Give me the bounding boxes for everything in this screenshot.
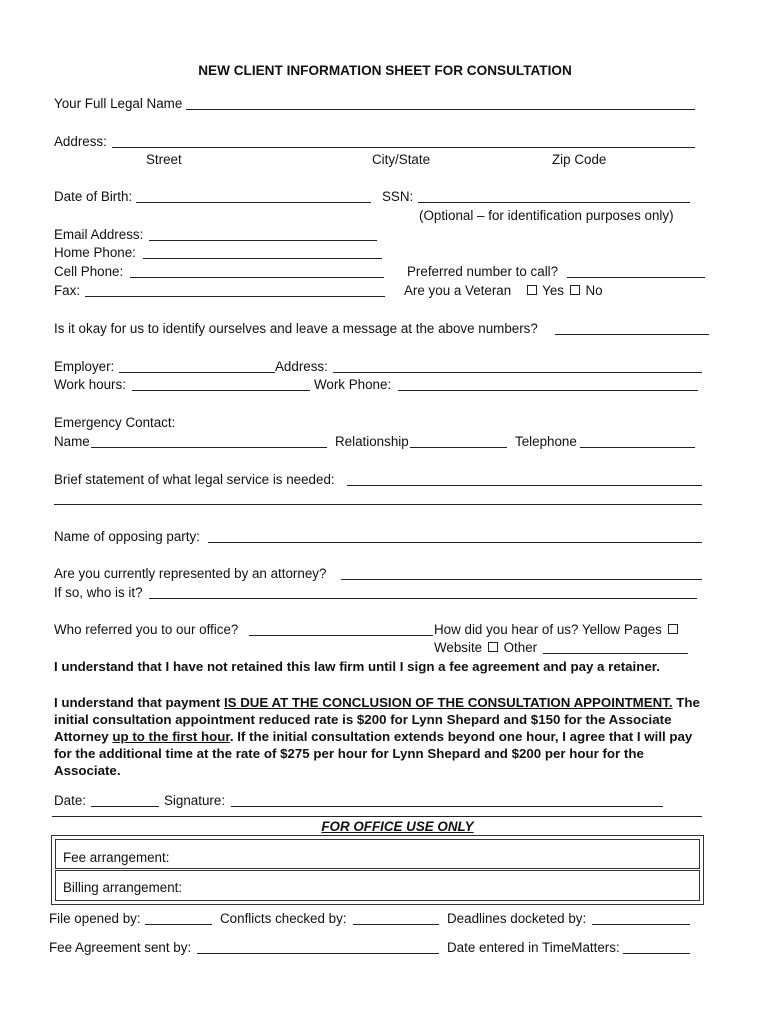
ssn-label: SSN: — [382, 189, 414, 204]
ssn-field[interactable] — [418, 202, 690, 203]
fax-label: Fax: — [54, 283, 81, 298]
work-hours-label: Work hours: — [54, 377, 126, 392]
veteran-label: Are you a Veteran — [404, 283, 512, 298]
dob-label: Date of Birth: — [54, 189, 133, 204]
billing-arrangement-row[interactable] — [55, 870, 700, 901]
street-caption: Street — [146, 152, 182, 167]
telephone-field[interactable] — [580, 447, 695, 448]
conflicts-checked-field[interactable] — [353, 924, 439, 925]
heard-of-us — [434, 622, 680, 638]
city-state-caption: City/State — [372, 152, 431, 167]
legal-service-field[interactable] — [347, 485, 702, 486]
payment-text-2: The initial consultation appointment reduced rate is $200 for Lynn Shepard and $150 for the Associate Attorney — [54, 695, 700, 744]
cell-phone-field[interactable] — [130, 277, 384, 278]
home-phone-field[interactable] — [143, 258, 382, 259]
full-name-field[interactable] — [186, 109, 695, 110]
payment-statement — [54, 694, 706, 779]
payment-text-3: . If the initial consultation extends beyond one hour, I agree that I will pay for the additional time at the rate of $275 per hour for Lynn Shepard and $200 per hour for the Associate. — [54, 729, 693, 778]
message-ok-field[interactable] — [555, 334, 709, 335]
page-title: NEW CLIENT INFORMATION SHEET FOR CONSULTATION — [198, 63, 572, 78]
employer-field[interactable] — [119, 372, 275, 373]
website-other — [434, 640, 537, 656]
other-label: Other — [503, 640, 538, 655]
yellow-pages-checkbox[interactable] — [668, 624, 678, 634]
fee-agreement-sent-label: Fee Agreement sent by: — [49, 940, 192, 955]
signature-field[interactable] — [231, 806, 663, 807]
heard-of-us-label: How did you hear of us? Yellow Pages — [434, 622, 662, 637]
date-entered-label: Date entered in TimeMatters: — [447, 940, 620, 955]
veteran-yes-label: Yes — [542, 283, 565, 298]
employer-address-field[interactable] — [333, 372, 702, 373]
address-field[interactable] — [112, 147, 695, 148]
emergency-name-label: Name — [54, 434, 90, 449]
fee-agreement-sent-field[interactable] — [197, 953, 439, 954]
attorney-name-label: If so, who is it? — [54, 585, 143, 600]
office-divider — [52, 816, 702, 817]
preferred-number-label: Preferred number to call? — [407, 264, 559, 279]
date-entered-field[interactable] — [623, 953, 690, 954]
ssn-note: (Optional – for identification purposes only) — [419, 208, 674, 223]
website-checkbox[interactable] — [488, 642, 498, 652]
date-label: Date: — [54, 793, 87, 808]
website-label: Website — [434, 640, 483, 655]
veteran-question — [404, 283, 603, 299]
telephone-label: Telephone — [515, 434, 577, 449]
emergency-heading: Emergency Contact: — [54, 415, 176, 430]
fee-arrangement-row[interactable] — [55, 839, 700, 869]
legal-service-field-line2[interactable] — [54, 504, 702, 505]
payment-due-text: IS DUE AT THE CONCLUSION OF THE CONSULTATION APPOINTMENT. — [223, 695, 673, 710]
represented-label: Are you currently represented by an attorney? — [54, 566, 327, 581]
billing-arrangement-label: Billing arrangement: — [63, 880, 183, 895]
office-heading — [0, 819, 770, 835]
deadlines-docketed-field[interactable] — [592, 924, 690, 925]
email-field[interactable] — [149, 240, 377, 241]
full-name-label: Your Full Legal Name — [54, 96, 183, 111]
message-ok-label: Is it okay for us to identify ourselves and leave a message at the above numbers? — [54, 321, 538, 336]
employer-label: Employer: — [54, 359, 115, 374]
veteran-no-checkbox[interactable] — [570, 285, 580, 295]
relationship-field[interactable] — [410, 447, 507, 448]
date-field[interactable] — [91, 806, 159, 807]
opposing-party-label: Name of opposing party: — [54, 529, 200, 544]
deadlines-docketed-label: Deadlines docketed by: — [447, 911, 587, 926]
veteran-no-label: No — [585, 283, 603, 298]
signature-label: Signature: — [164, 793, 226, 808]
employer-address-label: Address: — [275, 359, 328, 374]
other-field[interactable] — [543, 653, 688, 654]
referral-field[interactable] — [249, 635, 433, 636]
file-opened-field[interactable] — [145, 924, 212, 925]
work-phone-field[interactable] — [398, 390, 698, 391]
veteran-yes-checkbox[interactable] — [527, 285, 537, 295]
conflicts-checked-label: Conflicts checked by: — [220, 911, 347, 926]
work-hours-field[interactable] — [132, 390, 310, 391]
email-label: Email Address: — [54, 227, 144, 242]
fax-field[interactable] — [85, 296, 385, 297]
represented-field[interactable] — [341, 579, 702, 580]
home-phone-label: Home Phone: — [54, 245, 136, 260]
office-heading-text: FOR OFFICE USE ONLY — [321, 819, 474, 834]
opposing-party-field[interactable] — [208, 542, 702, 543]
payment-text-1: I understand that payment — [54, 695, 224, 710]
relationship-label: Relationship — [335, 434, 409, 449]
referral-label: Who referred you to our office? — [54, 622, 239, 637]
first-hour-text: up to the first hour — [112, 729, 230, 744]
emergency-name-field[interactable] — [91, 447, 327, 448]
file-opened-label: File opened by: — [49, 911, 141, 926]
fee-arrangement-label: Fee arrangement: — [63, 850, 170, 865]
address-label: Address: — [54, 134, 107, 149]
office-box — [51, 835, 704, 905]
legal-service-label: Brief statement of what legal service is needed: — [54, 472, 335, 487]
work-phone-label: Work Phone: — [314, 377, 392, 392]
dob-field[interactable] — [136, 202, 371, 203]
attorney-name-field[interactable] — [149, 598, 697, 599]
cell-phone-label: Cell Phone: — [54, 264, 124, 279]
zip-caption: Zip Code — [552, 152, 607, 167]
preferred-number-field[interactable] — [567, 277, 705, 278]
retainer-statement: I understand that I have not retained this law firm until I sign a fee agreement and pay a retainer. — [54, 659, 660, 674]
